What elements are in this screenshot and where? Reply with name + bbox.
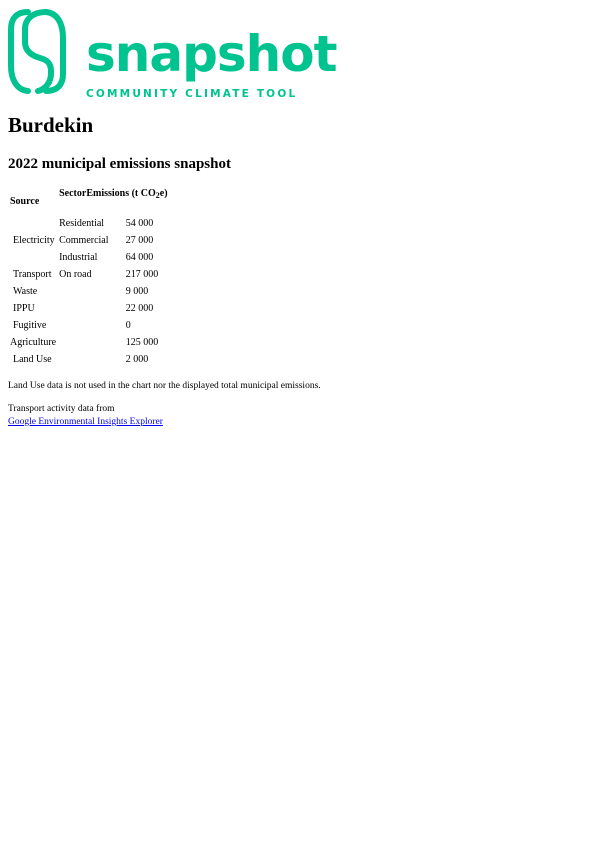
value-cell: 2 000 [125, 354, 149, 365]
header-emissions-prefix: Emissions (t CO [86, 188, 156, 199]
value-cell: 64 000 [125, 252, 154, 263]
sector-cell [59, 300, 123, 317]
value-cell: 9 000 [125, 286, 149, 297]
header-source: Source [10, 196, 40, 207]
table-row [10, 266, 168, 283]
value-cell: 125 000 [125, 337, 159, 348]
sector-cell: Industrial [59, 252, 98, 263]
sector-cell [59, 334, 123, 351]
table-row [10, 351, 168, 368]
sector-cell: Commercial [59, 235, 109, 246]
header-emissions-sub: 2 [155, 191, 160, 200]
table-header-row [10, 188, 168, 215]
sector-cell: On road [59, 269, 92, 280]
source-cell: Waste [13, 286, 38, 297]
value-cell: 22 000 [125, 303, 154, 314]
table-row [10, 317, 168, 334]
value-cell: 27 000 [125, 235, 154, 246]
source-cell: Electricity [13, 235, 55, 246]
header-emissions [86, 188, 167, 199]
source-cell: Agriculture [10, 337, 57, 348]
source-cell: Land Use [13, 354, 52, 365]
table-row [10, 334, 168, 351]
sector-cell: Residential [59, 218, 105, 229]
source-cell: Transport [13, 269, 52, 280]
snapshot-logo-mark-icon [8, 8, 66, 94]
emissions-table [7, 188, 171, 368]
sector-cell [59, 317, 123, 334]
sector-cell [59, 283, 123, 300]
source-cell: Fugitive [13, 320, 47, 331]
value-cell: 54 000 [125, 218, 154, 229]
snapshot-subtitle: 2022 municipal emissions snapshot [8, 156, 231, 172]
brand-tagline: COMMUNITY CLIMATE TOOL [86, 88, 298, 100]
value-cell: 217 000 [125, 269, 159, 280]
header-sector-label: Sector [59, 188, 87, 199]
place-title: Burdekin [8, 113, 94, 137]
snapshot-logo [8, 8, 592, 100]
source-cell: IPPU [13, 303, 35, 314]
header-emissions-suffix: e) [159, 188, 168, 199]
google-eie-link[interactable]: Google Environmental Insights Explorer [8, 417, 163, 427]
table-row [10, 283, 168, 300]
land-use-note: Land Use data is not used in the chart nor the displayed total municipal emissions. [8, 381, 321, 391]
brand-name: snapshot [86, 25, 337, 83]
data-credit [8, 403, 592, 429]
value-cell: 0 [125, 320, 131, 331]
header-sector [59, 188, 167, 215]
sector-cell [59, 351, 123, 368]
table-row [10, 215, 168, 232]
table-row [10, 300, 168, 317]
credit-text: Transport activity data from [8, 404, 115, 414]
